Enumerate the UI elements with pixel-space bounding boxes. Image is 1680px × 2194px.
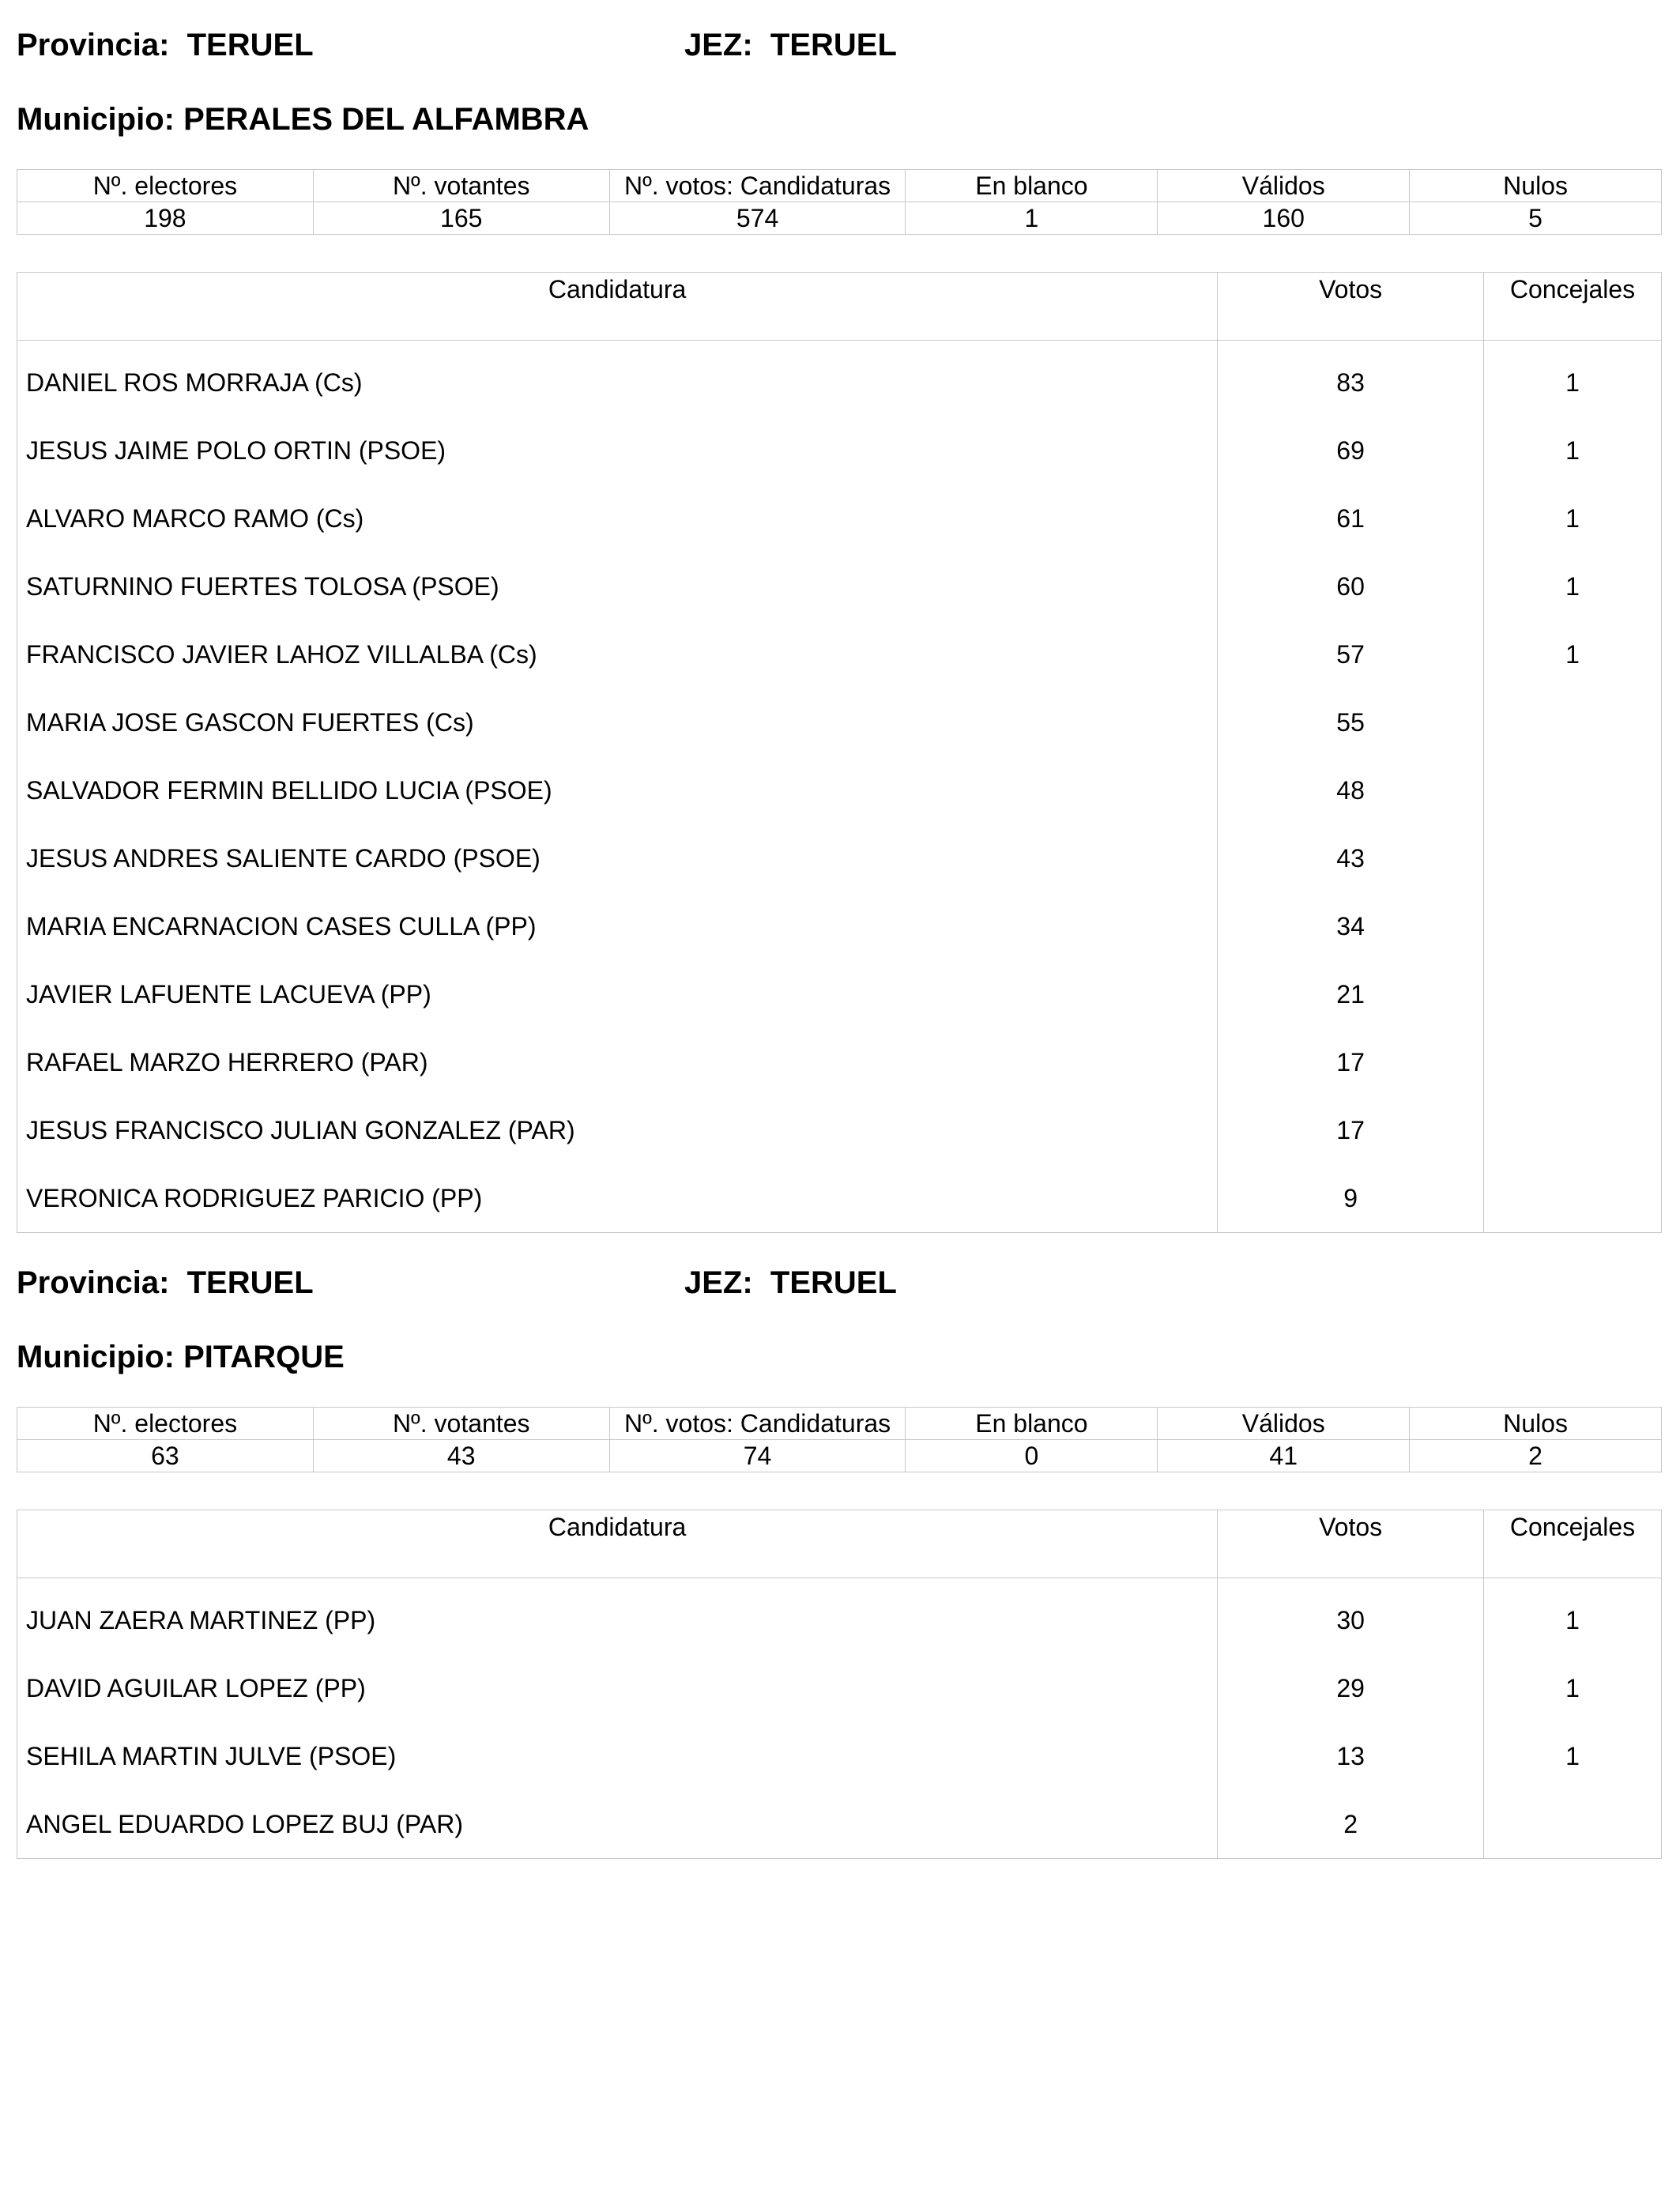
candidates-table: [17, 272, 1662, 1233]
jez-heading: JEZ: TERUEL: [684, 1265, 897, 1300]
municipio-heading: Municipio: PITARQUE: [17, 1340, 345, 1374]
candidate-seats: [1484, 960, 1662, 1028]
candidate-row: [17, 1028, 1662, 1096]
summary-value-row: [17, 1440, 1662, 1472]
candidate-seats: 1: [1484, 1578, 1662, 1655]
summary-table: [17, 169, 1662, 235]
candidate-votes: 83: [1218, 341, 1484, 417]
candidate-votes: 21: [1218, 960, 1484, 1028]
candidate-seats: 1: [1484, 484, 1662, 552]
summary-value-cell: 2: [1410, 1440, 1662, 1472]
summary-value-cell: 0: [906, 1440, 1158, 1472]
summary-header-cell: Nº. electores: [17, 170, 314, 202]
candidate-votes: 13: [1218, 1722, 1484, 1790]
candidate-row: [17, 1096, 1662, 1164]
candidate-name: JESUS JAIME POLO ORTIN (PSOE): [17, 417, 1218, 484]
candidate-row: [17, 1654, 1662, 1722]
candidate-row: [17, 960, 1662, 1028]
summary-value-row: [17, 202, 1662, 235]
candidate-votes: 48: [1218, 756, 1484, 824]
candidate-seats: [1484, 824, 1662, 892]
candidate-name: VERONICA RODRIGUEZ PARICIO (PP): [17, 1164, 1218, 1233]
candidate-name: JESUS ANDRES SALIENTE CARDO (PSOE): [17, 824, 1218, 892]
candidate-row: [17, 1578, 1662, 1655]
candidate-name: ALVARO MARCO RAMO (Cs): [17, 484, 1218, 552]
summary-header-cell: Nulos: [1410, 170, 1662, 202]
provincia-heading: Provincia: TERUEL: [17, 1265, 314, 1300]
candidate-name: SEHILA MARTIN JULVE (PSOE): [17, 1722, 1218, 1790]
summary-header-cell: Válidos: [1158, 1408, 1410, 1440]
candidatura-header: Candidatura: [17, 273, 1218, 341]
candidate-votes: 17: [1218, 1096, 1484, 1164]
candidate-votes: 69: [1218, 417, 1484, 484]
candidate-seats: 1: [1484, 1722, 1662, 1790]
candidate-votes: 55: [1218, 688, 1484, 756]
candidate-row: [17, 1164, 1662, 1233]
candidate-votes: 2: [1218, 1790, 1484, 1859]
summary-header-cell: En blanco: [906, 170, 1158, 202]
candidate-seats: [1484, 756, 1662, 824]
candidate-name: SALVADOR FERMIN BELLIDO LUCIA (PSOE): [17, 756, 1218, 824]
candidate-votes: 34: [1218, 892, 1484, 960]
candidate-name: MARIA JOSE GASCON FUERTES (Cs): [17, 688, 1218, 756]
summary-value-cell: 1: [906, 202, 1158, 235]
candidate-seats: [1484, 688, 1662, 756]
candidate-name: DAVID AGUILAR LOPEZ (PP): [17, 1654, 1218, 1722]
candidate-votes: 29: [1218, 1654, 1484, 1722]
candidate-name: MARIA ENCARNACION CASES CULLA (PP): [17, 892, 1218, 960]
summary-header-cell: Nº. votantes: [313, 1408, 609, 1440]
summary-value-cell: 165: [313, 202, 609, 235]
candidate-seats: 1: [1484, 552, 1662, 620]
candidate-name: JUAN ZAERA MARTINEZ (PP): [17, 1578, 1218, 1655]
candidate-row: [17, 341, 1662, 417]
concejales-header: Concejales: [1484, 1510, 1662, 1578]
candidates-header-row: [17, 1510, 1662, 1578]
candidate-votes: 61: [1218, 484, 1484, 552]
candidate-votes: 60: [1218, 552, 1484, 620]
votos-header: Votos: [1218, 1510, 1484, 1578]
jez-heading: JEZ: TERUEL: [684, 28, 897, 62]
candidate-row: [17, 892, 1662, 960]
candidate-seats: [1484, 892, 1662, 960]
candidate-row: [17, 824, 1662, 892]
summary-header-cell: Nº. electores: [17, 1408, 314, 1440]
candidate-row: [17, 484, 1662, 552]
candidates-header-row: [17, 273, 1662, 341]
candidate-row: [17, 1790, 1662, 1859]
provincia-heading: Provincia: TERUEL: [17, 28, 314, 62]
votos-header: Votos: [1218, 273, 1484, 341]
summary-value-cell: 41: [1158, 1440, 1410, 1472]
candidate-seats: [1484, 1028, 1662, 1096]
summary-header-row: [17, 170, 1662, 202]
summary-value-cell: 198: [17, 202, 314, 235]
concejales-header: Concejales: [1484, 273, 1662, 341]
candidate-seats: [1484, 1164, 1662, 1233]
candidate-votes: 17: [1218, 1028, 1484, 1096]
summary-header-row: [17, 1408, 1662, 1440]
candidate-seats: [1484, 1096, 1662, 1164]
candidate-name: FRANCISCO JAVIER LAHOZ VILLALBA (Cs): [17, 620, 1218, 688]
candidate-seats: 1: [1484, 417, 1662, 484]
candidate-name: SATURNINO FUERTES TOLOSA (PSOE): [17, 552, 1218, 620]
summary-value-cell: 63: [17, 1440, 314, 1472]
candidate-seats: [1484, 1790, 1662, 1859]
summary-header-cell: Nulos: [1410, 1408, 1662, 1440]
summary-header-cell: En blanco: [906, 1408, 1158, 1440]
candidate-name: JESUS FRANCISCO JULIAN GONZALEZ (PAR): [17, 1096, 1218, 1164]
municipio-heading: Municipio: PERALES DEL ALFAMBRA: [17, 102, 590, 137]
summary-header-cell: Nº. votos: Candidaturas: [609, 170, 906, 202]
candidate-name: RAFAEL MARZO HERRERO (PAR): [17, 1028, 1218, 1096]
candidate-votes: 30: [1218, 1578, 1484, 1655]
summary-value-cell: 43: [313, 1440, 609, 1472]
candidate-votes: 43: [1218, 824, 1484, 892]
summary-value-cell: 160: [1158, 202, 1410, 235]
candidate-name: DANIEL ROS MORRAJA (Cs): [17, 341, 1218, 417]
summary-value-cell: 574: [609, 202, 906, 235]
candidate-name: JAVIER LAFUENTE LACUEVA (PP): [17, 960, 1218, 1028]
candidate-row: [17, 1722, 1662, 1790]
candidate-row: [17, 552, 1662, 620]
candidate-row: [17, 417, 1662, 484]
candidate-votes: 9: [1218, 1164, 1484, 1233]
candidate-seats: 1: [1484, 341, 1662, 417]
summary-header-cell: Nº. votantes: [313, 170, 609, 202]
candidate-row: [17, 620, 1662, 688]
candidatura-header: Candidatura: [17, 1510, 1218, 1578]
candidate-name: ANGEL EDUARDO LOPEZ BUJ (PAR): [17, 1790, 1218, 1859]
summary-value-cell: 5: [1410, 202, 1662, 235]
summary-header-cell: Válidos: [1158, 170, 1410, 202]
candidate-seats: 1: [1484, 620, 1662, 688]
candidate-row: [17, 756, 1662, 824]
summary-value-cell: 74: [609, 1440, 906, 1472]
summary-table: [17, 1407, 1662, 1472]
candidate-row: [17, 688, 1662, 756]
candidate-seats: 1: [1484, 1654, 1662, 1722]
candidates-table: [17, 1510, 1662, 1859]
candidate-votes: 57: [1218, 620, 1484, 688]
summary-header-cell: Nº. votos: Candidaturas: [609, 1408, 906, 1440]
